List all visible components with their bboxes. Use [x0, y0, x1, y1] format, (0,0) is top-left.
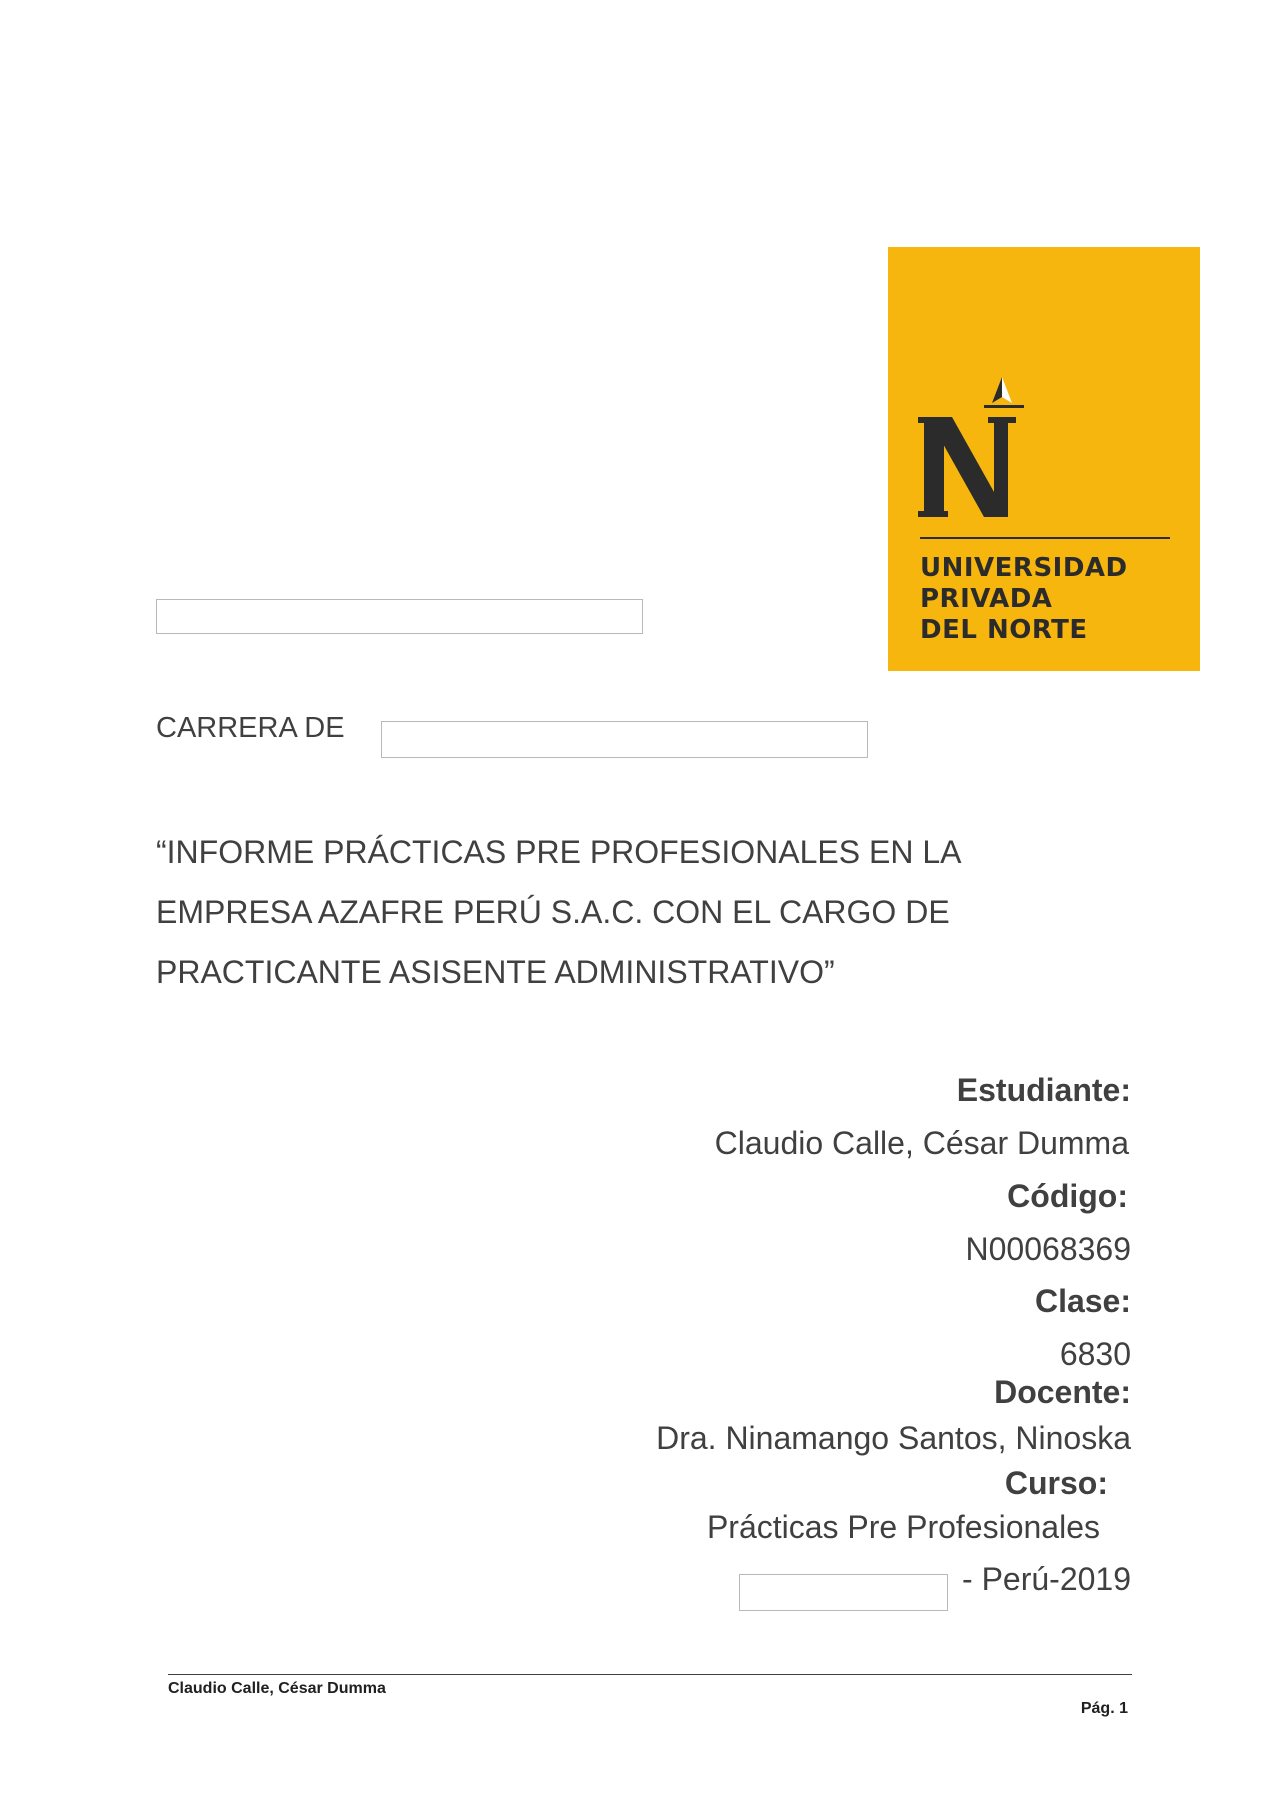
- footer-divider: [168, 1674, 1132, 1675]
- class-value: 6830: [1059, 1336, 1131, 1372]
- logo-line-3: DEL NORTE: [920, 615, 1088, 645]
- carrera-field[interactable]: [381, 721, 868, 758]
- title-line-3: PRACTICANTE ASISENTE ADMINISTRATIVO”: [156, 954, 835, 990]
- class-label: Clase:: [1034, 1283, 1131, 1319]
- top-blank-field[interactable]: [156, 599, 643, 634]
- place-year: - Perú-2019: [962, 1561, 1131, 1597]
- report-title: [156, 822, 1056, 1002]
- page-number: Pág. 1: [1080, 1700, 1128, 1717]
- code-label: Código:: [1007, 1178, 1128, 1214]
- code-value: N00068369: [965, 1231, 1131, 1267]
- course-value: Prácticas Pre Profesionales: [706, 1509, 1100, 1545]
- logo-line-1: UNIVERSIDAD: [920, 553, 1128, 583]
- logo-line-2: PRIVADA: [920, 584, 1053, 614]
- teacher-label: Docente:: [994, 1374, 1131, 1410]
- logo-wordmark: [920, 553, 1190, 646]
- city-field[interactable]: [739, 1574, 948, 1611]
- student-label: Estudiante:: [956, 1072, 1131, 1108]
- student-value: Claudio Calle, César Dumma: [714, 1125, 1129, 1161]
- logo-divider: [920, 537, 1170, 539]
- title-line-2: EMPRESA AZAFRE PERÚ S.A.C. CON EL CARGO DE: [156, 894, 950, 930]
- university-logo: [888, 247, 1200, 671]
- course-label: Curso:: [1004, 1465, 1108, 1501]
- title-line-1: “INFORME PRÁCTICAS PRE PROFESIONALES EN LA: [156, 834, 962, 870]
- carrera-label: CARRERA DE: [156, 712, 345, 744]
- footer-author: Claudio Calle, César Dumma: [168, 1680, 386, 1697]
- teacher-value: Dra. Ninamango Santos, Ninoska: [656, 1420, 1131, 1456]
